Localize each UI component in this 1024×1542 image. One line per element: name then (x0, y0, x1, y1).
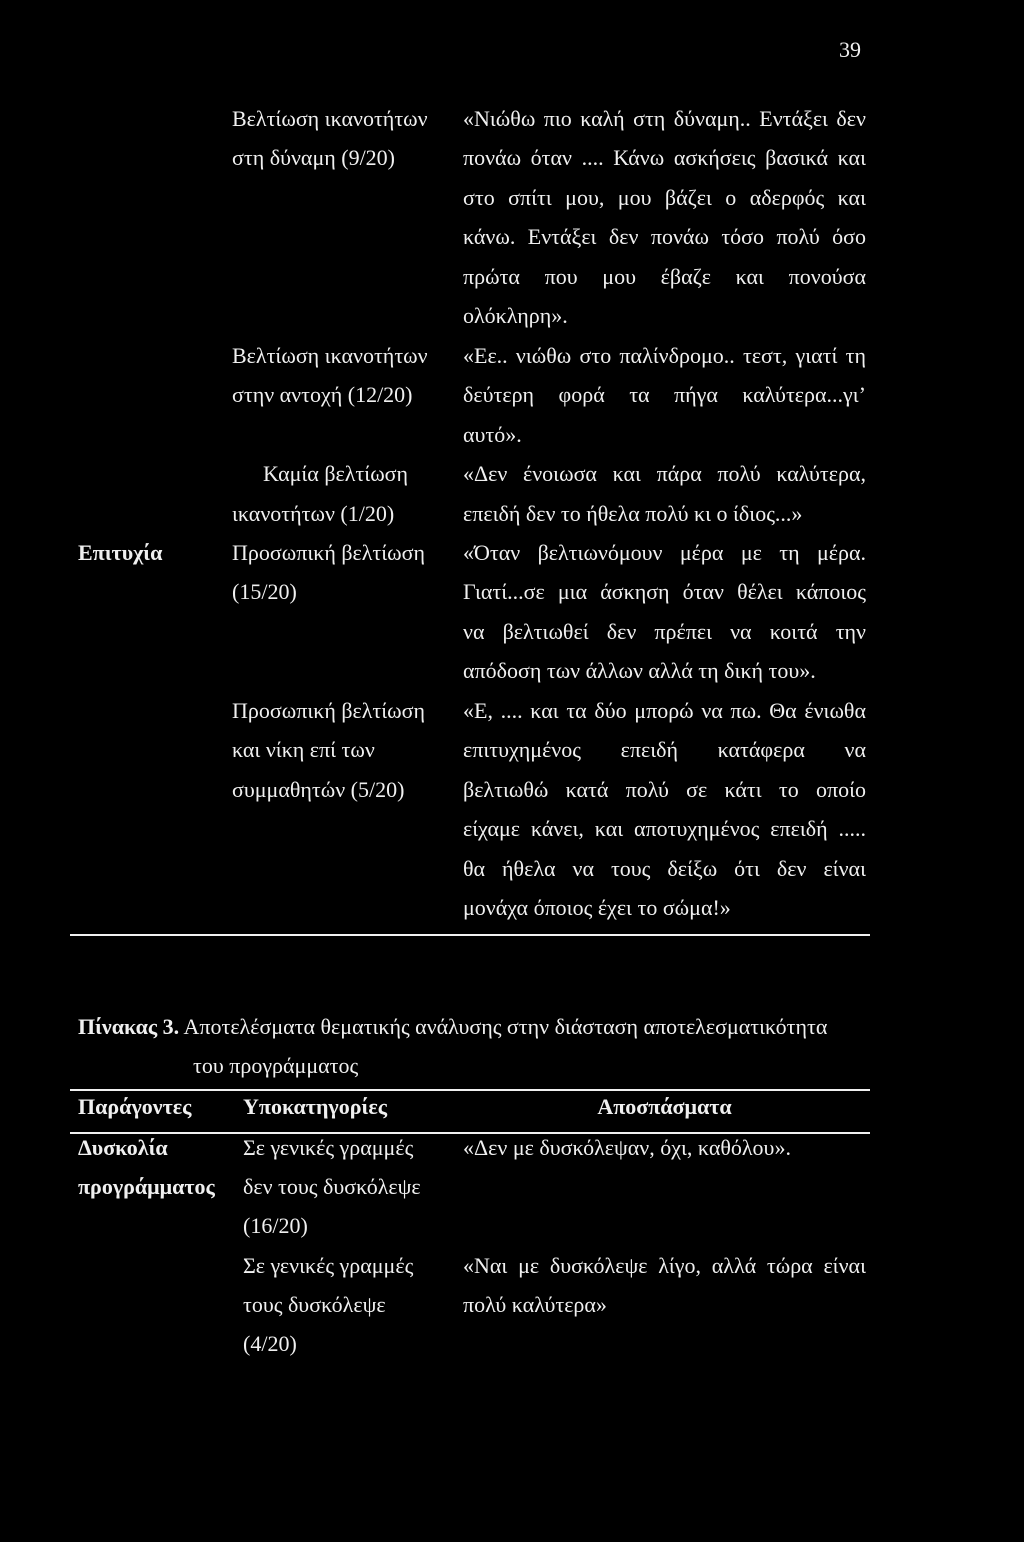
subcategory-cell (232, 533, 463, 691)
subcategory-line: (16/20) (243, 1213, 308, 1239)
column-header-factors: Παράγοντες (78, 1094, 192, 1119)
quote-line: επειδή δεν το ήθελα πολύ κι ο ίδιος...» (463, 500, 803, 526)
quote-line: κάνω. Εντάξει δεν πονάω τόσο πολύ όσο (463, 224, 866, 250)
quote-line: Γιατί...σε μια άσκηση όταν θέλει κάποιος (463, 579, 866, 605)
quote-line: αυτό». (463, 421, 522, 447)
table-row (78, 99, 866, 336)
factor-cell (78, 99, 232, 336)
quote-line: στο σπίτι μου, μου βάζει ο αδερφός και (463, 184, 866, 210)
factor-cell (78, 691, 232, 928)
subcategory-line: δεν τους δυσκόλεψε (243, 1174, 421, 1200)
column-header-excerpts: Αποσπάσματα (597, 1094, 732, 1119)
quote-line: «Ε, .... και τα δύο μπορώ να πω. Θα ένιωθα (463, 697, 866, 723)
subcategory-line: Σε γενικές γραμμές (243, 1135, 414, 1160)
subcategory-line: Προσωπική βελτίωση (232, 697, 426, 723)
quote-line: να βελτιωθεί δεν πρέπει να κοιτά την (463, 618, 866, 644)
quote-line: είχαμε κάνει, και αποτυχημένος επειδή ..... (463, 816, 866, 842)
factor-line: προγράμματος (78, 1174, 215, 1200)
quote-line: θα ήθελα να τους δείξω ότι δεν είναι (463, 855, 866, 881)
factor-cell (78, 454, 232, 533)
quote-line: «Ναι με δυσκόλεψε λίγο, αλλά τώρα είναι (463, 1252, 866, 1278)
caption-line (78, 1007, 827, 1046)
factor-line: Δυσκολία (78, 1135, 168, 1160)
subcategory-cell (243, 1246, 463, 1364)
subcategory-line: Καμία βελτίωση (263, 461, 409, 487)
continued-results-table (78, 99, 866, 928)
quote-line: πονάω όταν .... Κάνω ασκήσεις βασικά και (463, 145, 866, 171)
quote-cell (463, 691, 866, 928)
table3-body (78, 1128, 866, 1363)
quote-line: «Όταν βελτιωνόμουν μέρα με τη μέρα. (463, 539, 866, 565)
quote-line: ολόκληρη». (463, 303, 568, 329)
quote-line: βελτιωθώ κατά πολύ σε κάτι το οποίο (463, 776, 866, 802)
subcategory-cell (232, 99, 463, 336)
quote-line: μονάχα όποιος έχει το σώμα!» (463, 895, 731, 921)
subcategory-line: Προσωπική βελτίωση (232, 539, 426, 565)
subcategory-line: Βελτίωση ικανοτήτων (232, 342, 428, 368)
quote-line: απόδοση των άλλων αλλά τη δική του». (463, 658, 816, 684)
table-header-row (78, 1088, 866, 1126)
page-number: 39 (839, 37, 861, 62)
column-header-subcategories: Υποκατηγορίες (243, 1094, 387, 1119)
subcategory-cell (243, 1128, 463, 1246)
quote-line: «Εε.. νιώθω στο παλίνδρομο.. τεστ, γιατί τη (463, 342, 866, 368)
quote-cell (463, 454, 866, 533)
table-row (78, 691, 866, 928)
subcategory-line: (15/20) (232, 579, 297, 605)
quote-line: δεύτερη φορά τα πήγα καλύτερα...γι’ (463, 382, 866, 408)
subcategory-line: Βελτίωση ικανοτήτων (232, 106, 428, 131)
subcategory-line: στη δύναμη (9/20) (232, 145, 396, 171)
table-row (78, 336, 866, 454)
subcategory-line: ικανοτήτων (1/20) (232, 500, 395, 526)
table-caption (78, 1007, 827, 1085)
subcategory-line: Σε γενικές γραμμές (243, 1252, 414, 1278)
table-row (78, 533, 866, 691)
quote-line: «Δεν ένοιωσα και πάρα πολύ καλύτερα, (463, 461, 866, 487)
subcategory-cell (232, 336, 463, 454)
quote-line: πρώτα που μου έβαζε και πονούσα (463, 263, 866, 289)
table-bottom-rule (70, 934, 870, 936)
quote-cell (463, 1246, 866, 1364)
caption-title: Αποτελέσματα θεματικής ανάλυσης στην διάσταση αποτελεσματικότητα (183, 1014, 828, 1039)
quote-line: «Δεν με δυσκόλεψαν, όχι, καθόλου». (463, 1135, 791, 1160)
subcategory-line: στην αντοχή (12/20) (232, 382, 413, 408)
subcategory-line: (4/20) (243, 1331, 297, 1357)
quote-line: πολύ καλύτερα» (463, 1291, 607, 1317)
quote-cell (463, 533, 866, 691)
subcategory-cell (232, 691, 463, 928)
subcategory-cell (232, 454, 463, 533)
subcategory-line: τους δυσκόλεψε (243, 1291, 386, 1317)
quote-cell (463, 99, 866, 336)
quote-line: «Νιώθω πιο καλή στη δύναμη.. Εντάξει δεν (463, 106, 866, 131)
subcategory-line: συμμαθητών (5/20) (232, 776, 405, 802)
factor-cell (78, 1128, 243, 1363)
subcategory-line: και νίκη επί των (232, 737, 375, 763)
factor-label: Επιτυχία (78, 539, 163, 565)
table-row (78, 454, 866, 533)
quote-line: επιτυχημένος επειδή κατάφερα να (463, 737, 866, 763)
caption-title-continued: του προγράμματος (193, 1053, 359, 1078)
quote-cell (463, 1128, 866, 1246)
quote-cell (463, 336, 866, 454)
caption-label: Πίνακας 3. (78, 1014, 180, 1039)
factor-cell (78, 336, 232, 454)
